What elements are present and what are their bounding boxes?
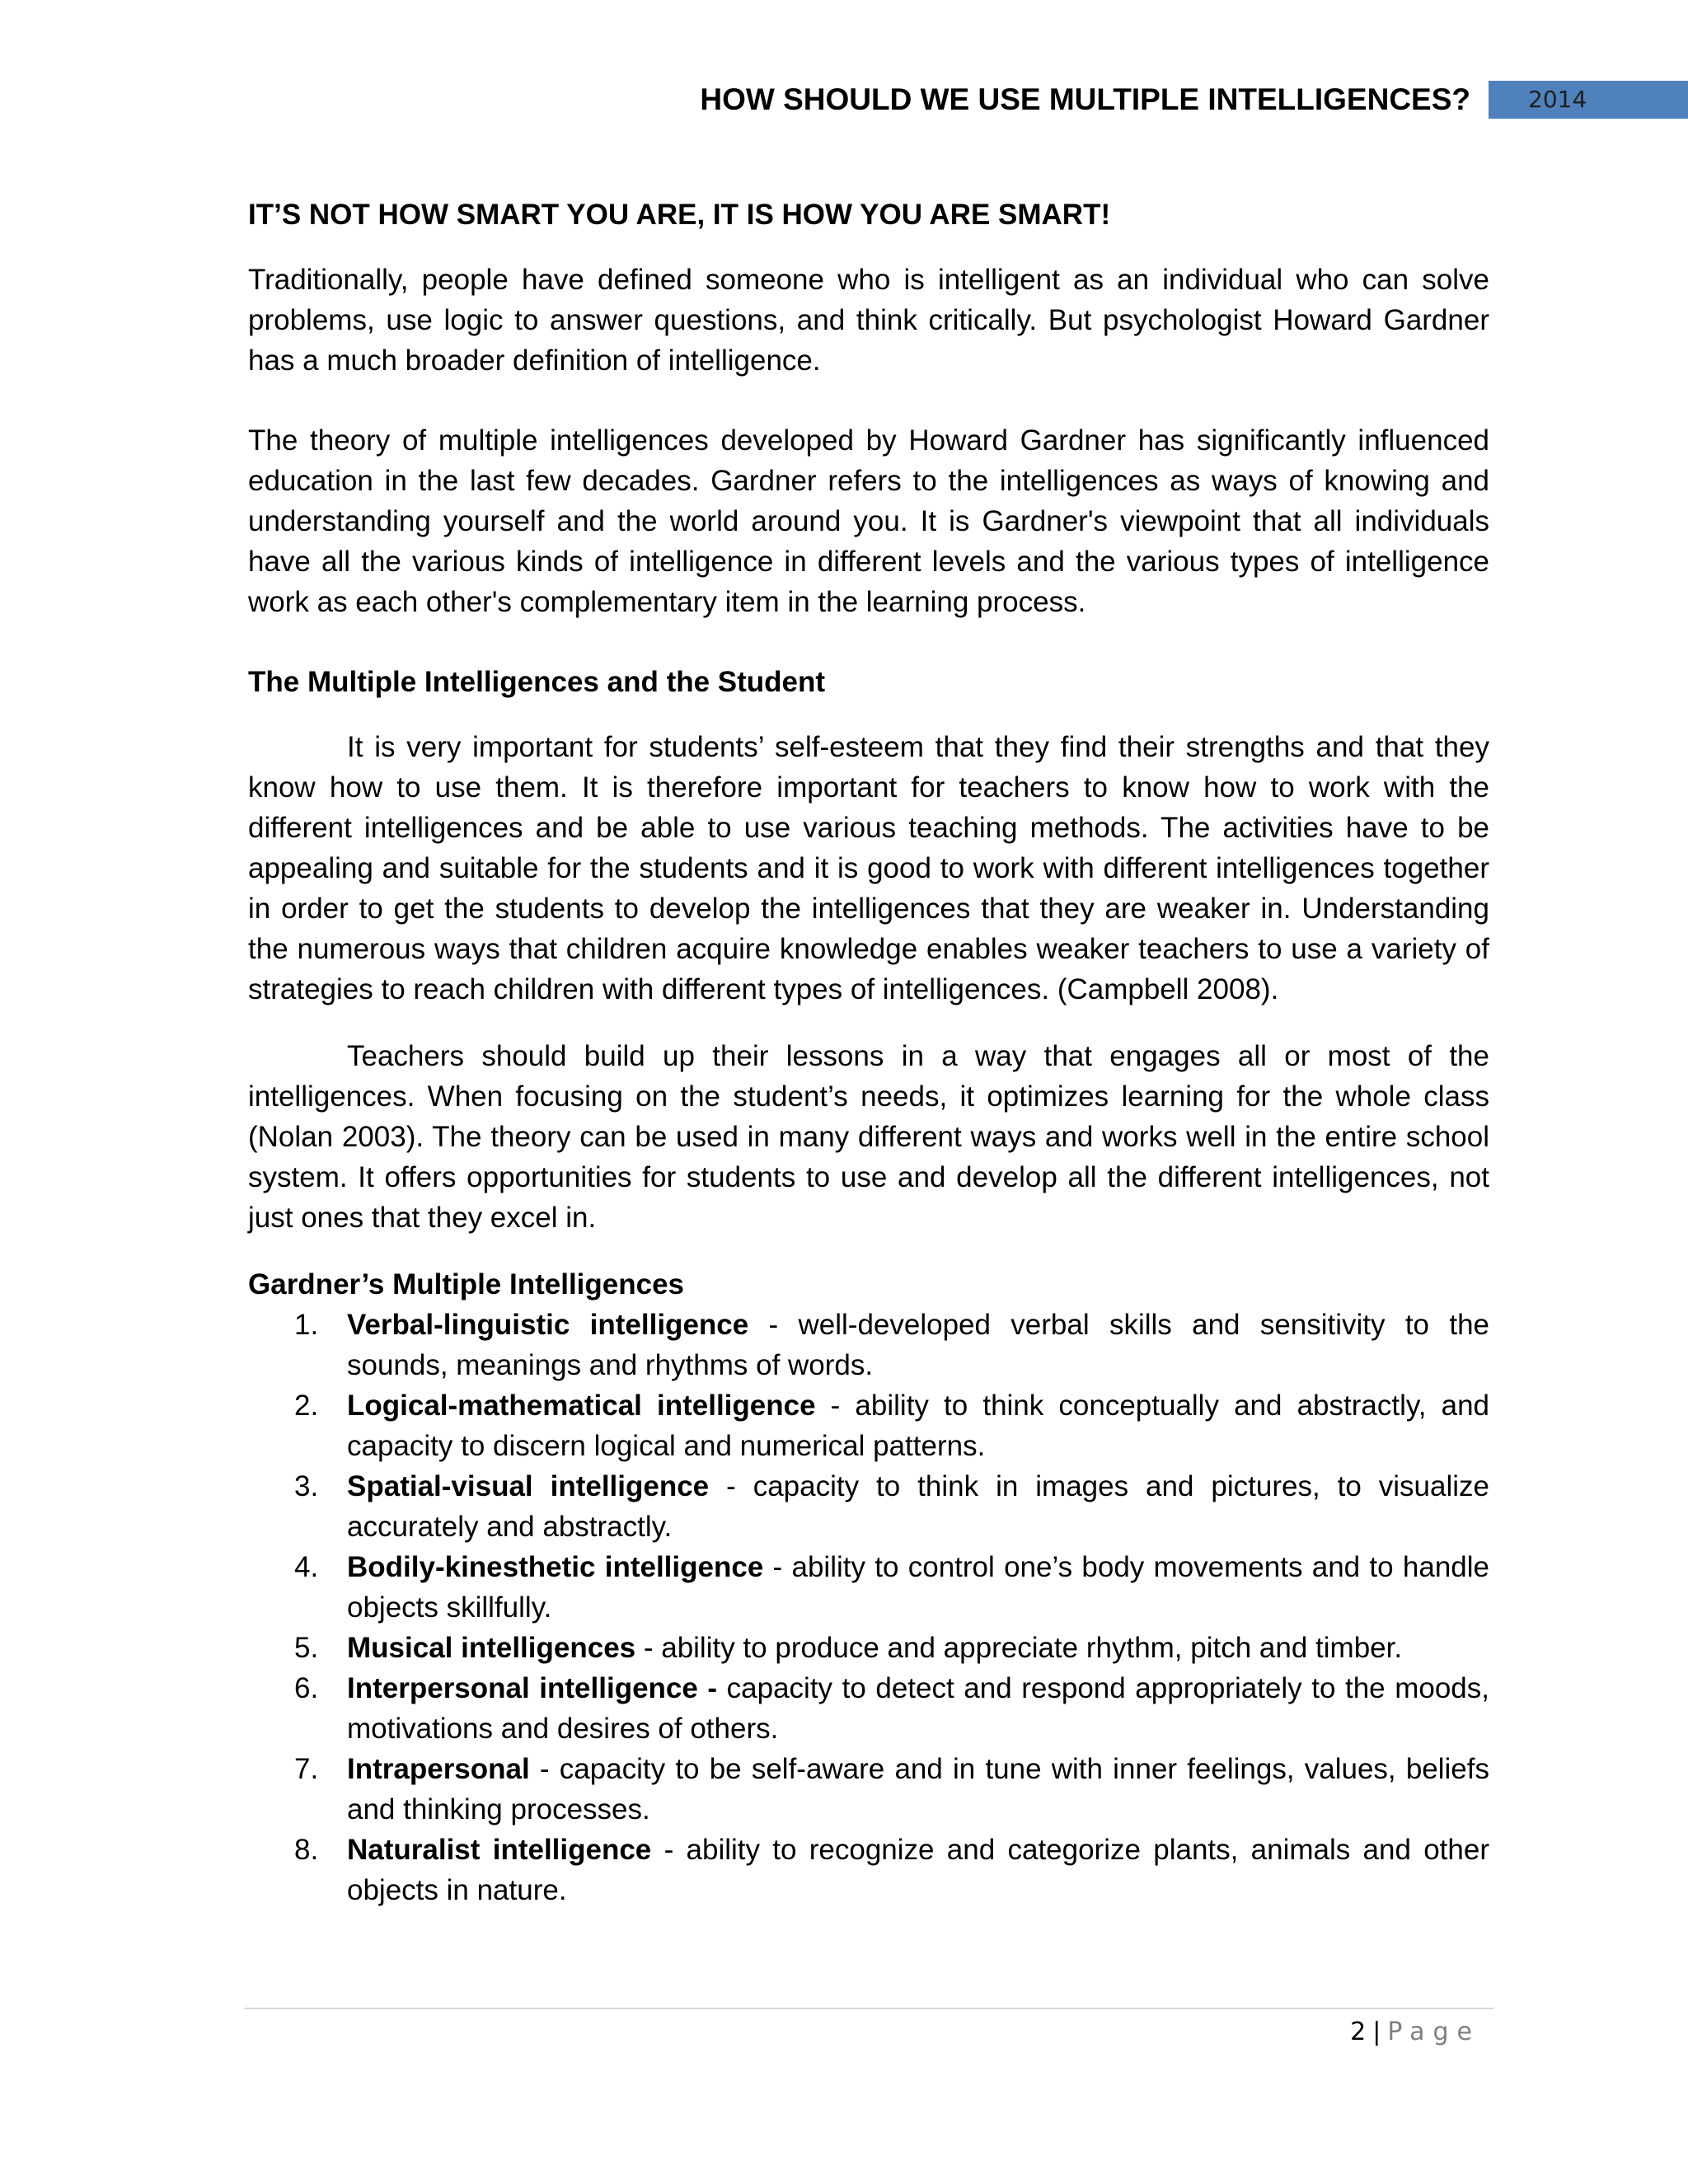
section-heading-intelligences: Gardner’s Multiple Intelligences (248, 1268, 685, 1301)
student-paragraph-1: It is very important for students’ self-esteem that they find their strengths and that they know how to use them. It is therefore important for teachers to know how to work with the different intelligences and be able to use various teaching methods. The activities have to be appealing and suitable for the students and it is good to work with different intelligences together in order to get the students to develop the intelligences that they are weaker in. Understanding the numerous ways that children acquire knowledge enables weaker teachers to use a variety of strategies to reach children with different types of intelligences. (Campbell 2008). (248, 731, 1489, 1005)
list-term: Intrapersonal (347, 1753, 530, 1785)
list-number: 4. (294, 1551, 319, 1583)
list-term: Spatial-visual intelligence (347, 1470, 710, 1502)
list-item (248, 1547, 1489, 1628)
list-number: 6. (294, 1672, 319, 1704)
list-item (248, 1749, 1489, 1830)
student-paragraph-2: Teachers should build up their lessons in a way that engages all or most of the intelligences. When focusing on the student’s needs, it optimizes learning for the whole class (Nolan 2003). The theory can be used in many different ways and works well in the entire school system. It offers opportunities for students to use and develop all the different intelligences, not just ones that they excel in. (248, 1040, 1489, 1234)
list-term: Musical intelligences (347, 1632, 636, 1664)
list-term: Naturalist intelligence (347, 1834, 652, 1866)
list-number: 1. (294, 1309, 319, 1341)
intelligences-list (248, 1305, 1489, 1910)
page-number: 2 (1350, 2018, 1367, 2046)
list-term: Verbal-linguistic intelligence (347, 1309, 749, 1341)
list-description: - ability to think conceptually and abstractly, and capacity to discern logical and numerical patterns. (347, 1390, 1489, 1462)
intro-paragraph-1: Traditionally, people have defined someone who is intelligent as an individual who can solve problems, use logic to answer questions, and think critically. But psychologist Howard Gardner has a much broader definition of intelligence. (248, 264, 1489, 377)
list-number: 7. (294, 1753, 319, 1785)
list-item (248, 1668, 1489, 1749)
intro-paragraph-2: The theory of multiple intelligences developed by Howard Gardner has significantly influenced education in the last few decades. Gardner refers to the intelligences as ways of knowing and understanding yourself and the world around you. It is Gardner's viewpoint that all individuals have all the various kinds of intelligence in different levels and the various types of intelligence work as each other's complementary item in the learning process. (248, 424, 1489, 618)
list-item (248, 1305, 1489, 1385)
list-description: - capacity to be self-aware and in tune with inner feelings, values, beliefs and thinking processes. (347, 1753, 1489, 1825)
list-item (248, 1385, 1489, 1466)
header-year-badge: 2014 (1489, 81, 1688, 119)
list-number: 3. (294, 1470, 319, 1502)
list-item (248, 1628, 1489, 1668)
page-footer (1350, 2013, 1480, 2052)
list-description: - ability to produce and appreciate rhythm, pitch and timber. (635, 1632, 1403, 1664)
footer-divider (244, 2008, 1493, 2009)
list-description: - ability to recognize and categorize plants, animals and other objects in nature. (347, 1834, 1489, 1906)
page-body (248, 194, 1489, 1910)
list-term: Logical-mathematical intelligence (347, 1390, 816, 1422)
list-number: 5. (294, 1632, 319, 1664)
footer-separator: | (1372, 2018, 1381, 2046)
list-number: 8. (294, 1834, 319, 1866)
list-term: Interpersonal intelligence - (347, 1672, 718, 1704)
list-number: 2. (294, 1390, 319, 1422)
list-description: - capacity to think in images and pictures, to visualize accurately and abstractly. (347, 1470, 1489, 1543)
list-item (248, 1830, 1489, 1910)
section-heading-student: The Multiple Intelligences and the Student (248, 666, 826, 698)
list-description: capacity to detect and respond appropriately to the moods, motivations and desires of others. (347, 1672, 1489, 1745)
page-label: Page (1387, 2018, 1480, 2046)
list-description: - well-developed verbal skills and sensitivity to the sounds, meanings and rhythms of words. (347, 1309, 1489, 1381)
main-heading: IT’S NOT HOW SMART YOU ARE, IT IS HOW YOU ARE SMART! (248, 199, 1111, 231)
list-description: - ability to control one’s body movements and to handle objects skillfully. (347, 1551, 1489, 1624)
list-item (248, 1466, 1489, 1547)
list-term: Bodily-kinesthetic intelligence (347, 1551, 764, 1583)
document-header-title: HOW SHOULD WE USE MULTIPLE INTELLIGENCES? (700, 82, 1470, 116)
